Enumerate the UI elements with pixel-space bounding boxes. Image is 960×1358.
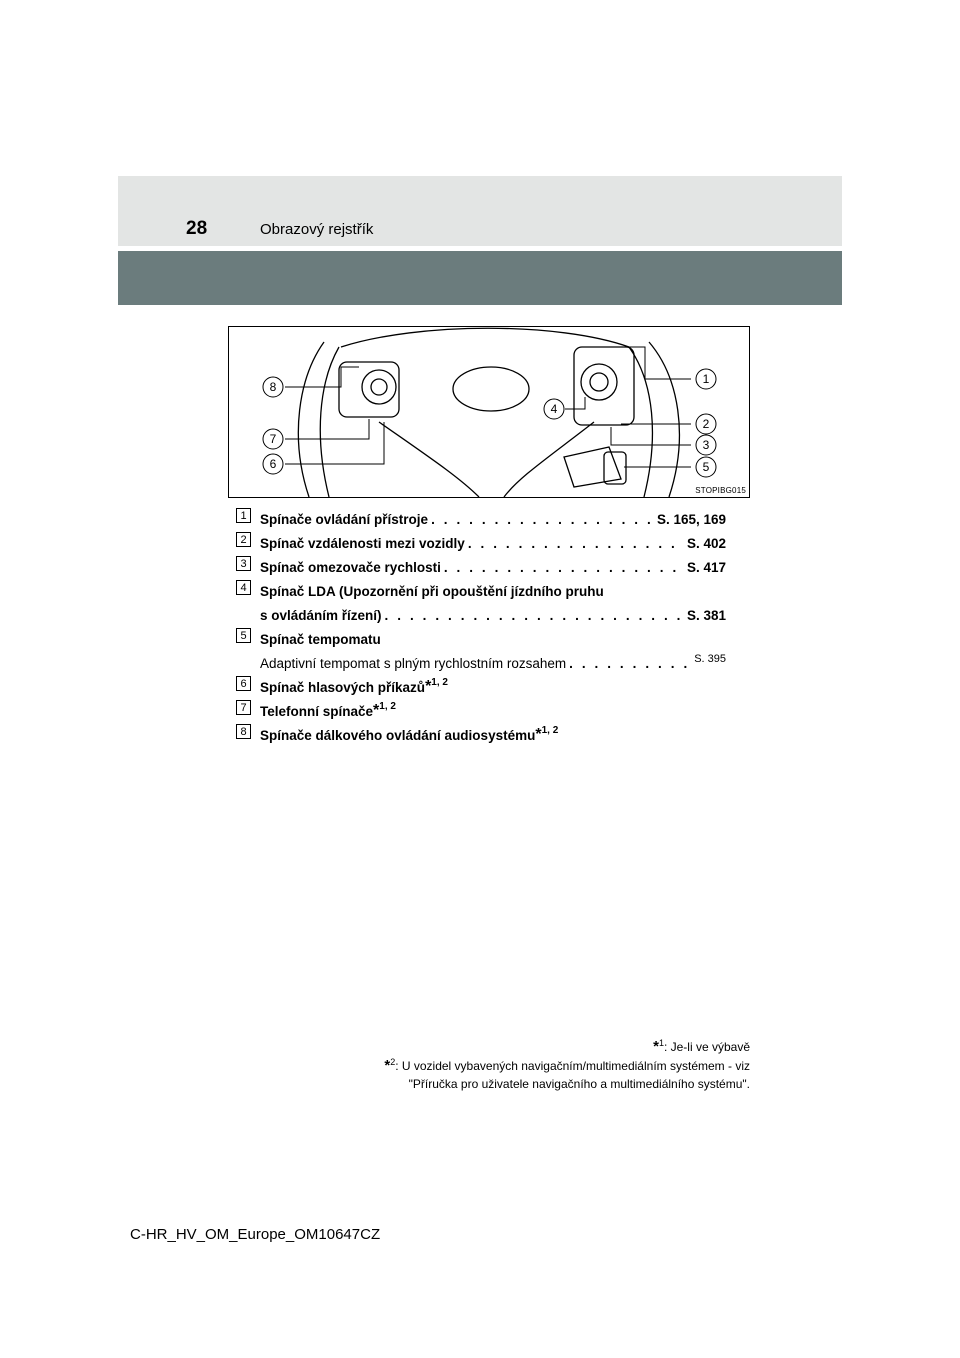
callout-7: 7 — [269, 432, 277, 446]
callout-4: 4 — [550, 402, 558, 416]
item-page: S. 402 — [686, 536, 726, 551]
item-number: 8 — [236, 724, 251, 739]
footnote-2-cont: "Příručka pro uživatele navigačního a multimediálního systému". — [408, 1077, 750, 1091]
item-number: 1 — [236, 508, 251, 523]
item-sub-page: S. 395 — [694, 653, 726, 665]
asterisk: * — [535, 726, 542, 743]
item-number: 3 — [236, 556, 251, 571]
list-item — [236, 700, 726, 724]
document-id: C-HR_HV_OM_Europe_OM10647CZ — [130, 1226, 381, 1243]
footnote-2: *$^2$: U vozidel vybavených navigačním/multimediálním systémem - viz — [384, 1057, 750, 1074]
item-label: s ovládáním řízení) — [260, 608, 382, 623]
figure-code: STOPIBG015 — [695, 486, 746, 495]
list-item — [236, 724, 726, 748]
list-item — [236, 580, 726, 628]
item-label: Spínač hlasových příkazů — [260, 680, 426, 695]
item-label: Spínače ovládání přístroje — [260, 512, 429, 527]
footnote-1: *$^1$: Je-li ve výbavě — [653, 1038, 750, 1055]
callout-6: 6 — [269, 457, 277, 471]
callout-5: 5 — [702, 460, 710, 474]
item-sup: 1, 2 — [431, 677, 448, 688]
page-number: 28 — [186, 218, 208, 239]
callout-8: 8 — [269, 380, 277, 394]
item-label: Spínač tempomatu — [260, 632, 381, 647]
section-band — [118, 251, 842, 305]
item-number: 2 — [236, 532, 251, 547]
steering-wheel-illustration — [229, 327, 749, 497]
callout-3: 3 — [702, 438, 710, 452]
item-number: 4 — [236, 580, 251, 595]
item-label: Spínač LDA (Upozornění při opouštění jízdního pruhu — [260, 584, 604, 599]
item-label: Spínač omezovače rychlosti — [260, 560, 441, 575]
page-title: Obrazový rejstřík — [260, 221, 374, 238]
item-page: S. 381 — [686, 608, 726, 623]
header-band — [118, 176, 842, 246]
list-item — [236, 628, 726, 676]
item-sup: 1, 2 — [379, 701, 396, 712]
item-label: Spínače dálkového ovládání audiosystému — [260, 728, 536, 743]
item-sup: 1, 2 — [541, 725, 559, 736]
item-page: S. 165, 169 — [656, 512, 726, 527]
index-list — [236, 508, 726, 748]
list-item — [236, 676, 726, 700]
item-sub-label: Adaptivní tempomat s plným rychlostním rozsahem — [260, 656, 567, 671]
callout-1: 1 — [702, 372, 710, 386]
item-page: S. 417 — [686, 560, 726, 575]
list-item — [236, 556, 726, 580]
item-number: 5 — [236, 628, 251, 643]
item-number: 7 — [236, 700, 251, 715]
item-label: Spínač vzdálenosti mezi vozidly — [260, 536, 465, 551]
item-label: Telefonní spínače — [260, 704, 374, 719]
item-number: 6 — [236, 676, 251, 691]
steering-wheel-figure — [228, 326, 750, 498]
footnotes — [384, 1038, 750, 1093]
asterisk: * — [425, 678, 432, 695]
callout-2: 2 — [702, 417, 710, 431]
asterisk: * — [373, 702, 380, 719]
list-item — [236, 532, 726, 556]
list-item — [236, 508, 726, 532]
